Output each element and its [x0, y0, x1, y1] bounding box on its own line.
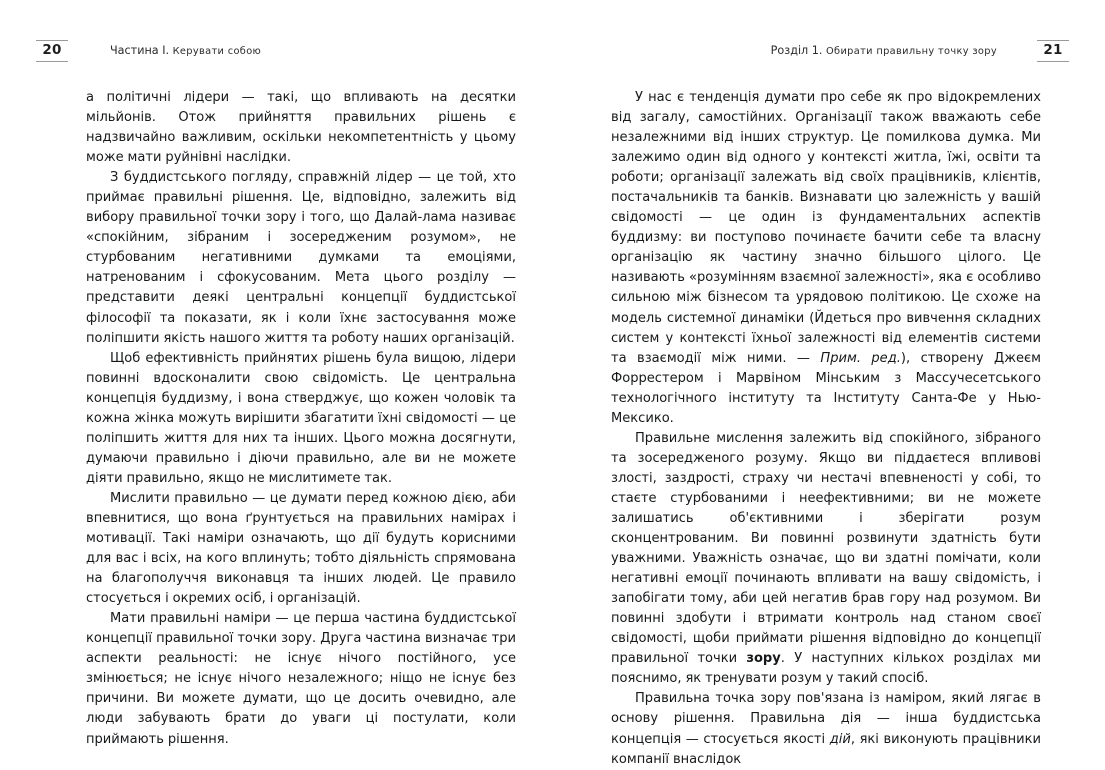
- running-head-left: [36, 38, 261, 64]
- paragraph-text: У нас є тенденція думати про себе як про відокремлених від загалу, самостійних. Організації також вважають себе незалежними від інших структур. Це помилкова думка. Ми залежимо один від одного у контексті житла, їжі, освіти та роботи; організації залежать від своїх працівників, клієнтів, постачальників та банків. Визнавати цю залежність у вашій свідомості — це один із фундаментальних аспектів буддизму: ви поступово починаєте бачити себе та власну організацію як частину значно більшого цілого. Це називають «розумінням взаємної залежності», яка є особливо сильною між бізнесом та урядовою політикою. Це схоже на модель системної динаміки (Йдеться про вивчення складних систем у контексті їхньої залежності від елементів системи та взаємодії між ними. —: [611, 90, 1041, 366]
- folio-right: 21: [1037, 40, 1069, 62]
- paragraph: а політичні лідери — такі, що впливають на десятки мільйонів. Отож прийняття правильних рішень є надзвичайно важливим, оскільки некомпетентність у цьому може мати руйнівні наслідки.: [86, 90, 516, 166]
- running-head-right: [771, 38, 1069, 64]
- paragraph: Щоб ефективність прийнятих рішень була вищою, лідери повинні вдосконалити свою свідомість. Це центральна концепція буддизму, і вона стверджує, що кожен чоловік та кожна жінка можуть вирішити збагатити їхні свідомості — це поліпшить життя для них та інших. Цього можна досягнути, думаючи правильно і діючи правильно, але ви не можете діяти правильно, якщо не мислитимете так.: [86, 350, 516, 486]
- emphasis-bold: зору: [746, 651, 781, 667]
- text-column-right: [611, 88, 1041, 770]
- paragraph: Мати правильні наміри — це перша частина буддистської концепції правильної точки зору. Друга частина визначає три аспекти реальності: не існує нічого постійного, усе змінюється; не існує нічого незалежного; ніщо не існує без причини. Ви можете думати, що це досить очевидно, але люди забувають брати до уваги ці постулати, коли приймають рішення.: [86, 611, 516, 747]
- running-head-left-title: [110, 45, 261, 57]
- paragraph-text-after: ), створену Джеєм Форрестером і Марвіном Мінським з Массучесетського технологічного інституту та Інституту Санта-Фе у Нью-Мексико.: [611, 350, 1041, 426]
- emphasis-italic: дій: [829, 731, 851, 747]
- running-head-left-title-smallcaps: Керувати собою: [172, 46, 262, 58]
- editor-note-italic: Прим. ред.: [820, 350, 901, 366]
- paragraph-text: Правильна точка зору пов'язана із наміром, який лягає в основу рішення. Правильна дія — інша буддистська концепція — стосується якості: [611, 691, 1041, 747]
- folio-left: 20: [36, 40, 68, 62]
- paragraph: Мислити правильно — це думати перед кожною дією, аби впевнитися, що вона ґрунтується на правильних намірах і мотивації. Такі наміри означають, що дії будуть корисними для вас і всіх, на кого вплинуть; тобто діяльність спрямована на благополуччя виконавця та інших людей. Це правило стосується і окремих осіб, і організацій.: [86, 490, 516, 607]
- paragraph-text-after: , які виконують працівники компанії внаслідок: [611, 731, 1041, 767]
- paragraph: З буддистського погляду, справжній лідер — це той, хто приймає правильні рішення. Це, відповідно, залежить від вибору правильної точки зору і того, що Далай-лама називає «спокійним, зібраним і зосередженим розумом», не стурбованим негативними думками та емоціями, натренованим і сфокусованим. Мета цього розділу — представити деякі центральні концепції буддистської філософії та показати, як і коли їхнє застосування може поліпшити якість нашого життя та роботу наших організацій.: [86, 170, 516, 346]
- paragraph-text: Правильне мислення залежить від спокійного, зібраного та зосередженого розуму. Якщо ви піддаєтеся впливові злості, заздрості, страху чи нестачі впевненості у собі, то стаєте стурбованими і неефективними; ви не можете залишатись об'єктивними і зберігати розум сконцентрованим. Ви повинні розвинути здатність бути уважними. Уважність означає, що ви здатні помічати, коли негативні емоції починають впливати на вашу свідомість, і запобігати тому, аби цей негатив брав гору над розумом. Ви повинні здобути і втримати контроль над станом своєї свідомості, щоби приймати рішення відповідно до концепції правильної точки: [611, 430, 1041, 667]
- text-column-left: [86, 88, 516, 750]
- running-head-right-title-normal: Розділ 1.: [770, 44, 826, 58]
- running-head-right-title: [771, 45, 997, 57]
- running-head-left-title-normal: Частина I.: [110, 44, 173, 58]
- paragraph: [611, 429, 1041, 690]
- paragraph-text-after: . У наступних кількох розділах ми пояснимо, як тренувати розум у такий спосіб.: [611, 651, 1041, 687]
- paragraph: [611, 88, 1041, 429]
- running-head-right-title-smallcaps: Обирати правильну точку зору: [826, 46, 997, 58]
- paragraph: [611, 689, 1041, 769]
